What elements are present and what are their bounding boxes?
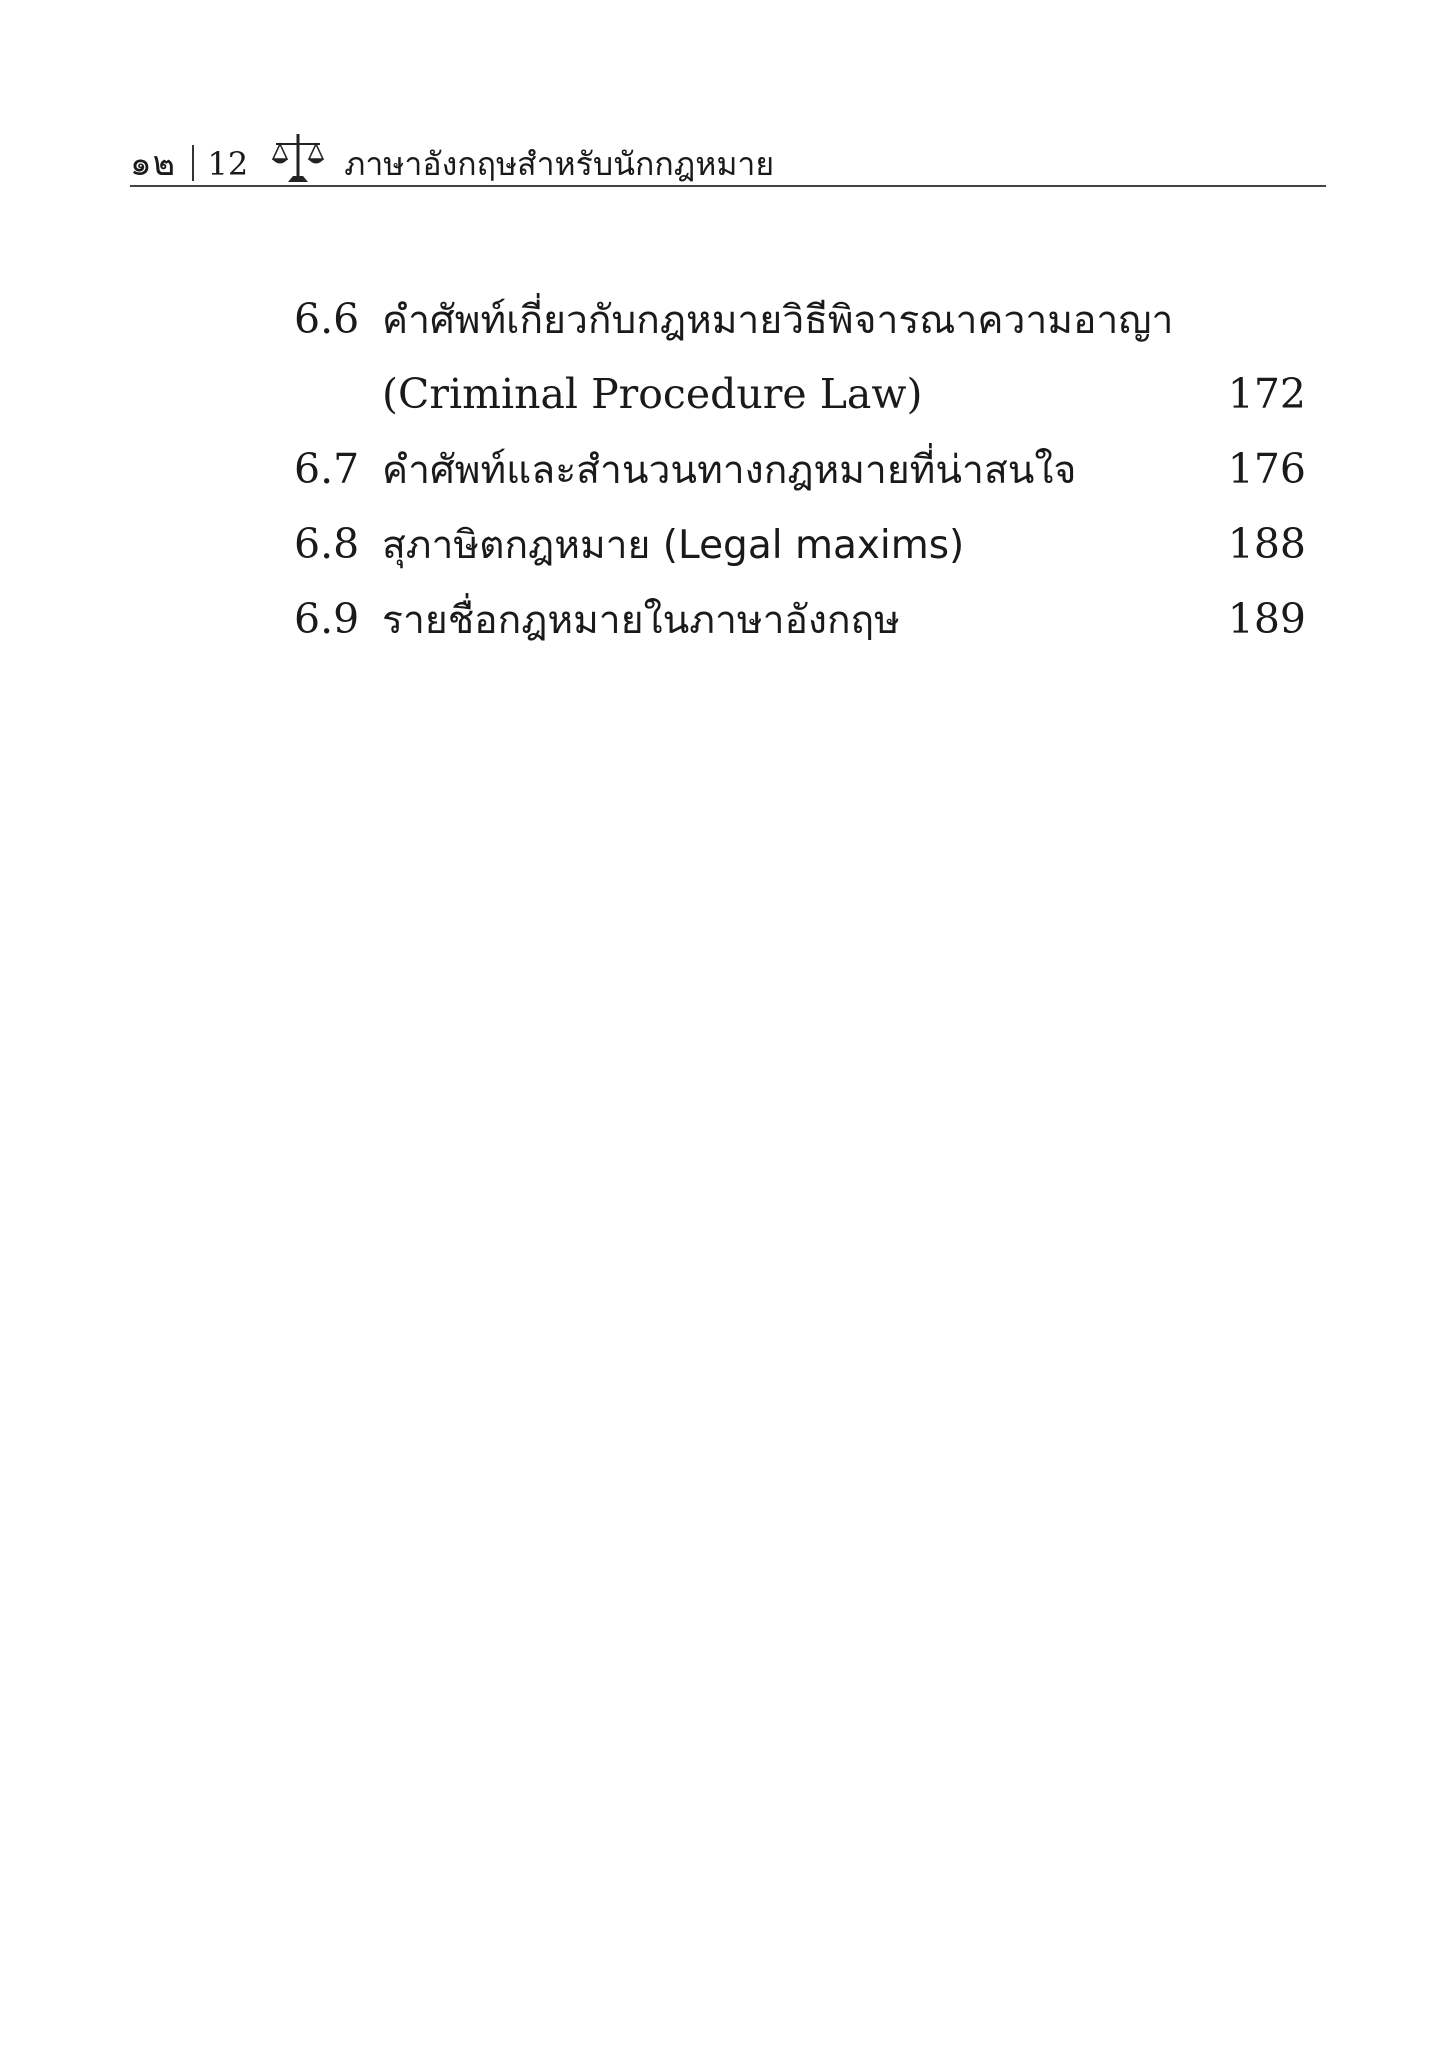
entry-number: 6.8 xyxy=(294,520,360,568)
entry-number: 6.7 xyxy=(294,445,360,493)
toc-entry[interactable] xyxy=(294,282,1306,357)
table-of-contents xyxy=(294,282,1306,657)
toc-entry[interactable] xyxy=(294,432,1306,507)
entry-number: 6.9 xyxy=(294,595,360,643)
entry-title: รายชื่อกฎหมายในภาษาอังกฤษ xyxy=(382,598,900,643)
entry-title: สุภาษิตกฎหมาย (Legal maxims) xyxy=(382,523,965,568)
toc-entry-continuation[interactable] xyxy=(294,357,1306,432)
entry-page: 188 xyxy=(1227,520,1306,568)
entry-page: 176 xyxy=(1227,445,1306,493)
entry-number: 6.6 xyxy=(294,295,360,343)
running-header xyxy=(130,128,1326,184)
entry-page: 172 xyxy=(1227,370,1306,418)
entry-title: คำศัพท์และสำนวนทางกฎหมายที่น่าสนใจ xyxy=(382,448,1077,493)
entry-title-continuation: (Criminal Procedure Law) xyxy=(382,370,923,418)
header-rule xyxy=(130,185,1326,187)
scales-of-justice-icon xyxy=(270,132,326,184)
entry-title: คำศัพท์เกี่ยวกับกฎหมายวิธีพิจารณาความอาญา xyxy=(382,298,1174,343)
toc-entry[interactable] xyxy=(294,507,1306,582)
header-separator xyxy=(192,145,194,181)
toc-entry[interactable] xyxy=(294,582,1306,657)
page-number: 12 xyxy=(207,145,249,183)
page-number-thai: ๑๒ xyxy=(130,144,176,184)
entry-page: 189 xyxy=(1227,595,1306,643)
book-title: ภาษาอังกฤษสำหรับนักกฎหมาย xyxy=(344,145,775,183)
